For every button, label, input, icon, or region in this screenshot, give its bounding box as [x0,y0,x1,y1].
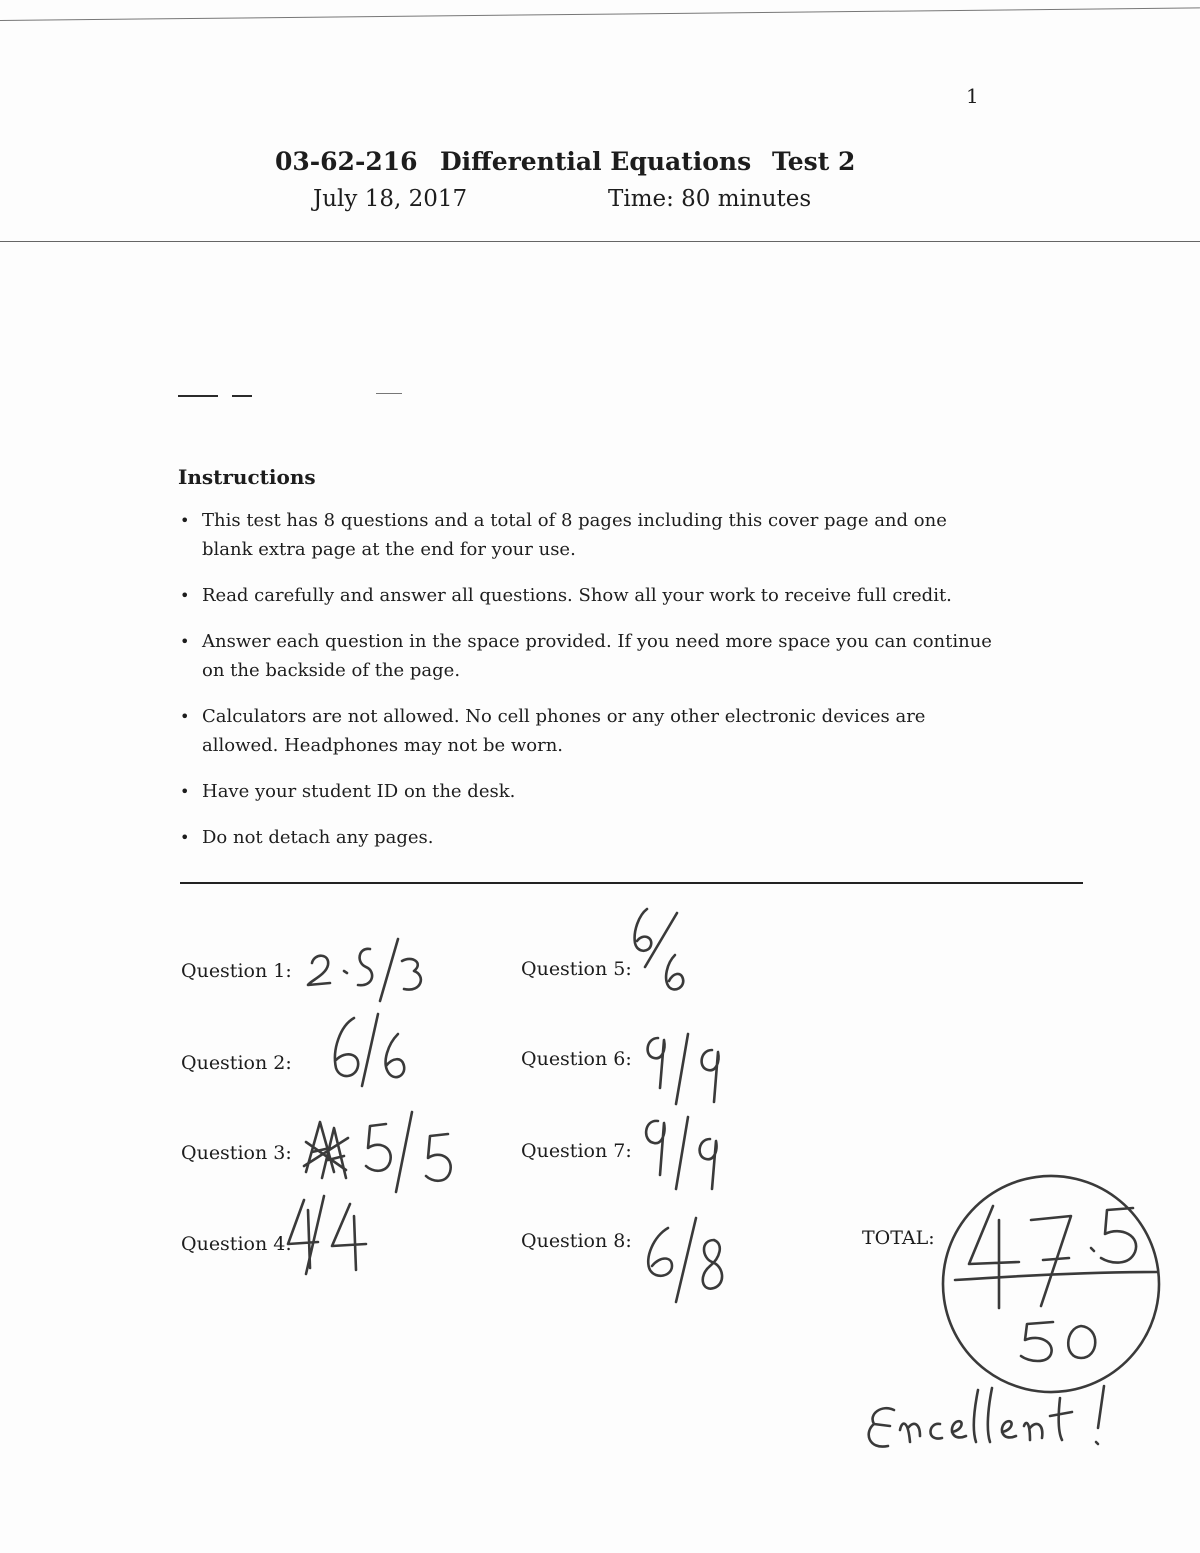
instructions-heading: Instructions [178,465,316,489]
test-name: Test 2 [772,147,856,176]
handwritten-comment [860,1380,1140,1470]
instruction-item [178,702,993,760]
bullet-icon: • [180,511,190,530]
bullet-icon: • [180,828,190,847]
exam-time: Time: 80 minutes [608,186,812,212]
instruction-text: This test has 8 questions and a total of 8 pages including this cover page and one blank extra page at the end for your use. [202,510,947,560]
instruction-text: Read carefully and answer all questions. Show all your work to receive full credit. [202,585,952,606]
scan-fold-line [0,241,1200,242]
scan-dash-mark [178,395,218,397]
instructions-list [178,506,993,869]
handwritten-score-q3 [300,1108,460,1198]
page-number: 1 [966,84,979,108]
bullet-icon: • [180,632,190,651]
question-8-label: Question 8: [521,1230,632,1252]
instruction-item [178,581,993,610]
course-name: Differential Equations [440,147,752,176]
instruction-item [178,506,993,564]
exam-date: July 18, 2017 [313,186,468,212]
bullet-icon: • [180,707,190,726]
scan-dash-mark [376,393,402,394]
instruction-item [178,823,993,852]
handwritten-score-q4 [280,1190,380,1280]
question-4-label: Question 4: [181,1233,292,1255]
question-6-label: Question 6: [521,1048,632,1070]
instruction-text: Calculators are not allowed. No cell phones or any other electronic devices are allowed. Headphones may not be worn. [202,706,926,756]
handwritten-score-q7 [636,1115,726,1195]
course-code: 03-62-216 [275,147,418,176]
instruction-item [178,777,993,806]
instruction-text: Do not detach any pages. [202,827,434,848]
question-1-label: Question 1: [181,960,292,982]
handwritten-total-score [935,1168,1180,1408]
question-7-label: Question 7: [521,1140,632,1162]
section-divider [180,882,1083,884]
handwritten-score-q8 [640,1210,740,1310]
question-5-label: Question 5: [521,958,632,980]
question-3-label: Question 3: [181,1142,292,1164]
question-2-label: Question 2: [181,1052,292,1074]
bullet-icon: • [180,586,190,605]
handwritten-score-q1 [300,935,430,1005]
instruction-text: Have your student ID on the desk. [202,781,516,802]
handwritten-score-q6 [638,1030,728,1110]
handwritten-score-q2 [322,1010,412,1090]
bullet-icon: • [180,782,190,801]
total-label: TOTAL: [862,1227,935,1249]
scan-dash-mark [232,395,252,397]
handwritten-score-q5 [625,905,695,995]
instruction-text: Answer each question in the space provided. If you need more space you can continue on the backside of the page. [202,631,992,681]
instruction-item [178,627,993,685]
scan-top-edge [0,7,1200,21]
